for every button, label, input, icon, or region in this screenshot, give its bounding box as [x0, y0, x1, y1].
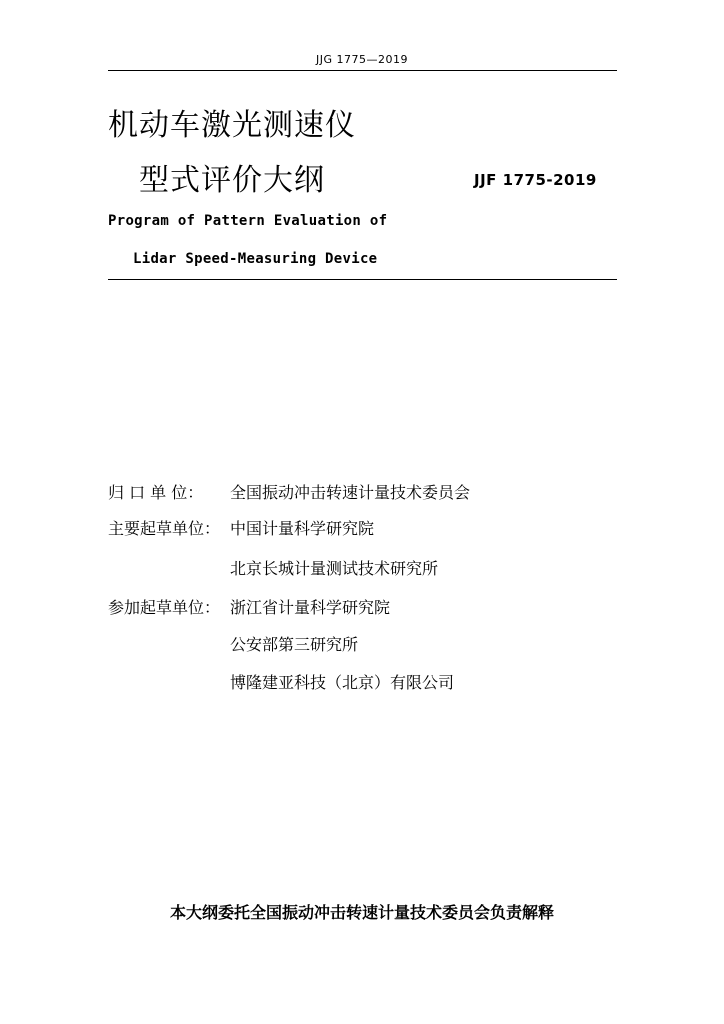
interpretation-note: 本大纲委托全国振动冲击转速计量技术委员会负责解释	[169, 903, 554, 922]
title-english-line-2: Lidar Speed-Measuring Device	[133, 251, 378, 267]
title-chinese-line-2: 型式评价大纲	[139, 163, 325, 198]
header-rule	[108, 70, 617, 71]
main-drafting-unit-1: 中国计量科学研究院	[230, 519, 375, 538]
participating-unit-1: 浙江省计量科学研究院	[230, 598, 391, 617]
main-drafting-label: 主要起草单位：	[108, 519, 221, 538]
running-header: JJG 1775—2019	[316, 53, 408, 66]
document-code: JJF 1775-2019	[474, 171, 597, 189]
title-bottom-rule	[108, 279, 617, 280]
main-drafting-unit-2: 北京长城计量测试技术研究所	[230, 559, 439, 578]
participating-drafting-label: 参加起草单位：	[108, 598, 221, 617]
participating-unit-3: 博隆建亚科技（北京）有限公司	[230, 673, 455, 692]
title-chinese-line-1: 机动车激光测速仪	[108, 108, 356, 143]
responsible-unit-value: 全国振动冲击转速计量技术委员会	[230, 483, 471, 502]
participating-unit-2: 公安部第三研究所	[230, 635, 359, 654]
title-english-line-1: Program of Pattern Evaluation of	[108, 213, 388, 229]
responsible-unit-label: 归 口 单 位：	[108, 483, 204, 502]
